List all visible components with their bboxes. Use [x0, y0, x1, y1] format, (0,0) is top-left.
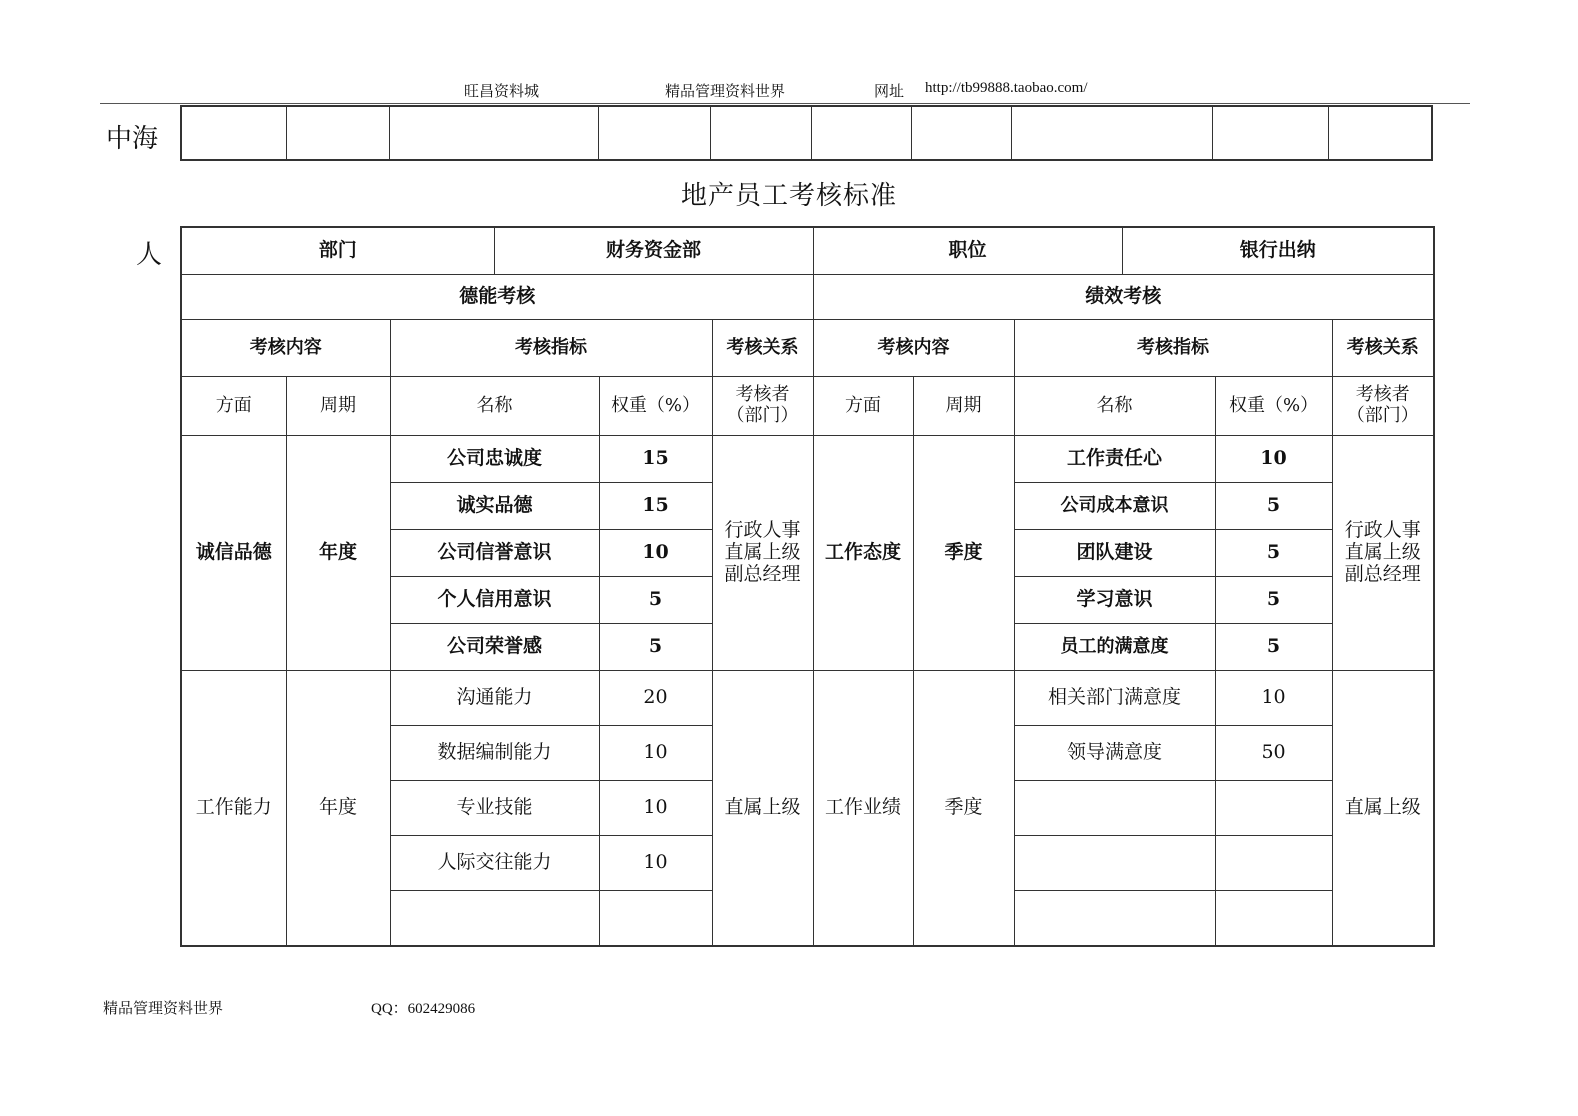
left-assessor-group2: 直属上级 [712, 671, 813, 947]
indicator-weight: 5 [599, 577, 712, 624]
indicator-weight [599, 891, 712, 947]
indicator-weight [1215, 781, 1332, 836]
header-shop: 旺昌资料城 [464, 84, 540, 100]
header-world: 精品管理资料世界 [665, 84, 786, 100]
left-period-annual-2: 年度 [286, 671, 390, 947]
indicator-name: 相关部门满意度 [1014, 671, 1215, 726]
indicator-name: 人际交往能力 [390, 836, 599, 891]
indicator-weight: 10 [1215, 436, 1332, 483]
indicator-weight: 5 [1215, 483, 1332, 530]
indicator-weight: 10 [1215, 671, 1332, 726]
page-title: 地产员工考核标准 [680, 181, 897, 211]
right-period-quarterly: 季度 [913, 436, 1014, 671]
left-weight-header: 权重（%） [599, 377, 712, 436]
header-site-label: 网址 [874, 84, 905, 100]
indicator-weight [1215, 891, 1332, 947]
right-aspect-performance: 工作业绩 [813, 671, 913, 947]
left-content-header: 考核内容 [181, 320, 390, 377]
indicator-name: 公司忠诚度 [390, 436, 599, 483]
left-name-header: 名称 [390, 377, 599, 436]
indicator-name: 团队建设 [1014, 530, 1215, 577]
dept-label: 部门 [181, 227, 494, 275]
indicator-weight: 5 [1215, 624, 1332, 671]
indicator-name [1014, 836, 1215, 891]
indicator-name: 员工的满意度 [1014, 624, 1215, 671]
header-url[interactable]: http://tb99888.taobao.com/ [925, 80, 1088, 96]
footer-qq: QQ：602429086 [371, 1001, 476, 1017]
table-row [181, 671, 1434, 726]
indicator-name: 公司信誉意识 [390, 530, 599, 577]
right-name-header: 名称 [1014, 377, 1215, 436]
left-period-header: 周期 [286, 377, 390, 436]
left-aspect-integrity: 诚信品德 [181, 436, 286, 671]
indicator-name: 沟通能力 [390, 671, 599, 726]
indicator-weight [1215, 836, 1332, 891]
left-indicator-header: 考核指标 [390, 320, 712, 377]
left-assessor-group1: 行政人事 直属上级 副总经理 [712, 436, 813, 671]
indicator-weight: 5 [1215, 530, 1332, 577]
left-aspect-ability: 工作能力 [181, 671, 286, 947]
section-left: 德能考核 [181, 275, 813, 320]
indicator-weight: 5 [599, 624, 712, 671]
right-relation-header: 考核关系 [1332, 320, 1434, 377]
assessment-table [180, 226, 1435, 947]
header-row-2 [181, 377, 1434, 436]
left-aspect-header: 方面 [181, 377, 286, 436]
indicator-weight: 15 [599, 436, 712, 483]
indicator-weight: 50 [1215, 726, 1332, 781]
indicator-weight: 15 [599, 483, 712, 530]
left-relation-header: 考核关系 [712, 320, 813, 377]
position-value: 银行出纳 [1122, 227, 1434, 275]
indicator-name: 公司成本意识 [1014, 483, 1215, 530]
top-empty-strip [180, 105, 1433, 161]
right-indicator-header: 考核指标 [1014, 320, 1332, 377]
section-right: 绩效考核 [813, 275, 1434, 320]
right-period-quarterly-2: 季度 [913, 671, 1014, 947]
dept-row [181, 227, 1434, 275]
side-label-top: 中海 [106, 124, 159, 154]
right-period-header: 周期 [913, 377, 1014, 436]
indicator-name: 学习意识 [1014, 577, 1215, 624]
footer-world: 精品管理资料世界 [103, 1001, 224, 1017]
right-assessor-group2: 直属上级 [1332, 671, 1434, 947]
indicator-name [1014, 781, 1215, 836]
table-row [181, 436, 1434, 483]
position-label: 职位 [813, 227, 1122, 275]
indicator-name: 专业技能 [390, 781, 599, 836]
indicator-name [1014, 891, 1215, 947]
indicator-weight: 10 [599, 836, 712, 891]
left-assessor-header: 考核者 （部门） [712, 377, 813, 436]
left-period-annual: 年度 [286, 436, 390, 671]
indicator-weight: 10 [599, 726, 712, 781]
indicator-name: 公司荣誉感 [390, 624, 599, 671]
header-row-1 [181, 320, 1434, 377]
indicator-name: 领导满意度 [1014, 726, 1215, 781]
indicator-weight: 10 [599, 530, 712, 577]
right-aspect-header: 方面 [813, 377, 913, 436]
right-assessor-group1: 行政人事 直属上级 副总经理 [1332, 436, 1434, 671]
header-divider [100, 103, 1470, 104]
indicator-name: 个人信用意识 [390, 577, 599, 624]
dept-value: 财务资金部 [494, 227, 813, 275]
right-weight-header: 权重（%） [1215, 377, 1332, 436]
indicator-weight: 10 [599, 781, 712, 836]
indicator-name: 数据编制能力 [390, 726, 599, 781]
side-label-mid: 人 [136, 240, 163, 270]
indicator-name [390, 891, 599, 947]
indicator-name: 诚实品德 [390, 483, 599, 530]
indicator-weight: 20 [599, 671, 712, 726]
right-assessor-header: 考核者 （部门） [1332, 377, 1434, 436]
section-row [181, 275, 1434, 320]
indicator-weight: 5 [1215, 577, 1332, 624]
right-aspect-attitude: 工作态度 [813, 436, 913, 671]
right-content-header: 考核内容 [813, 320, 1014, 377]
indicator-name: 工作责任心 [1014, 436, 1215, 483]
